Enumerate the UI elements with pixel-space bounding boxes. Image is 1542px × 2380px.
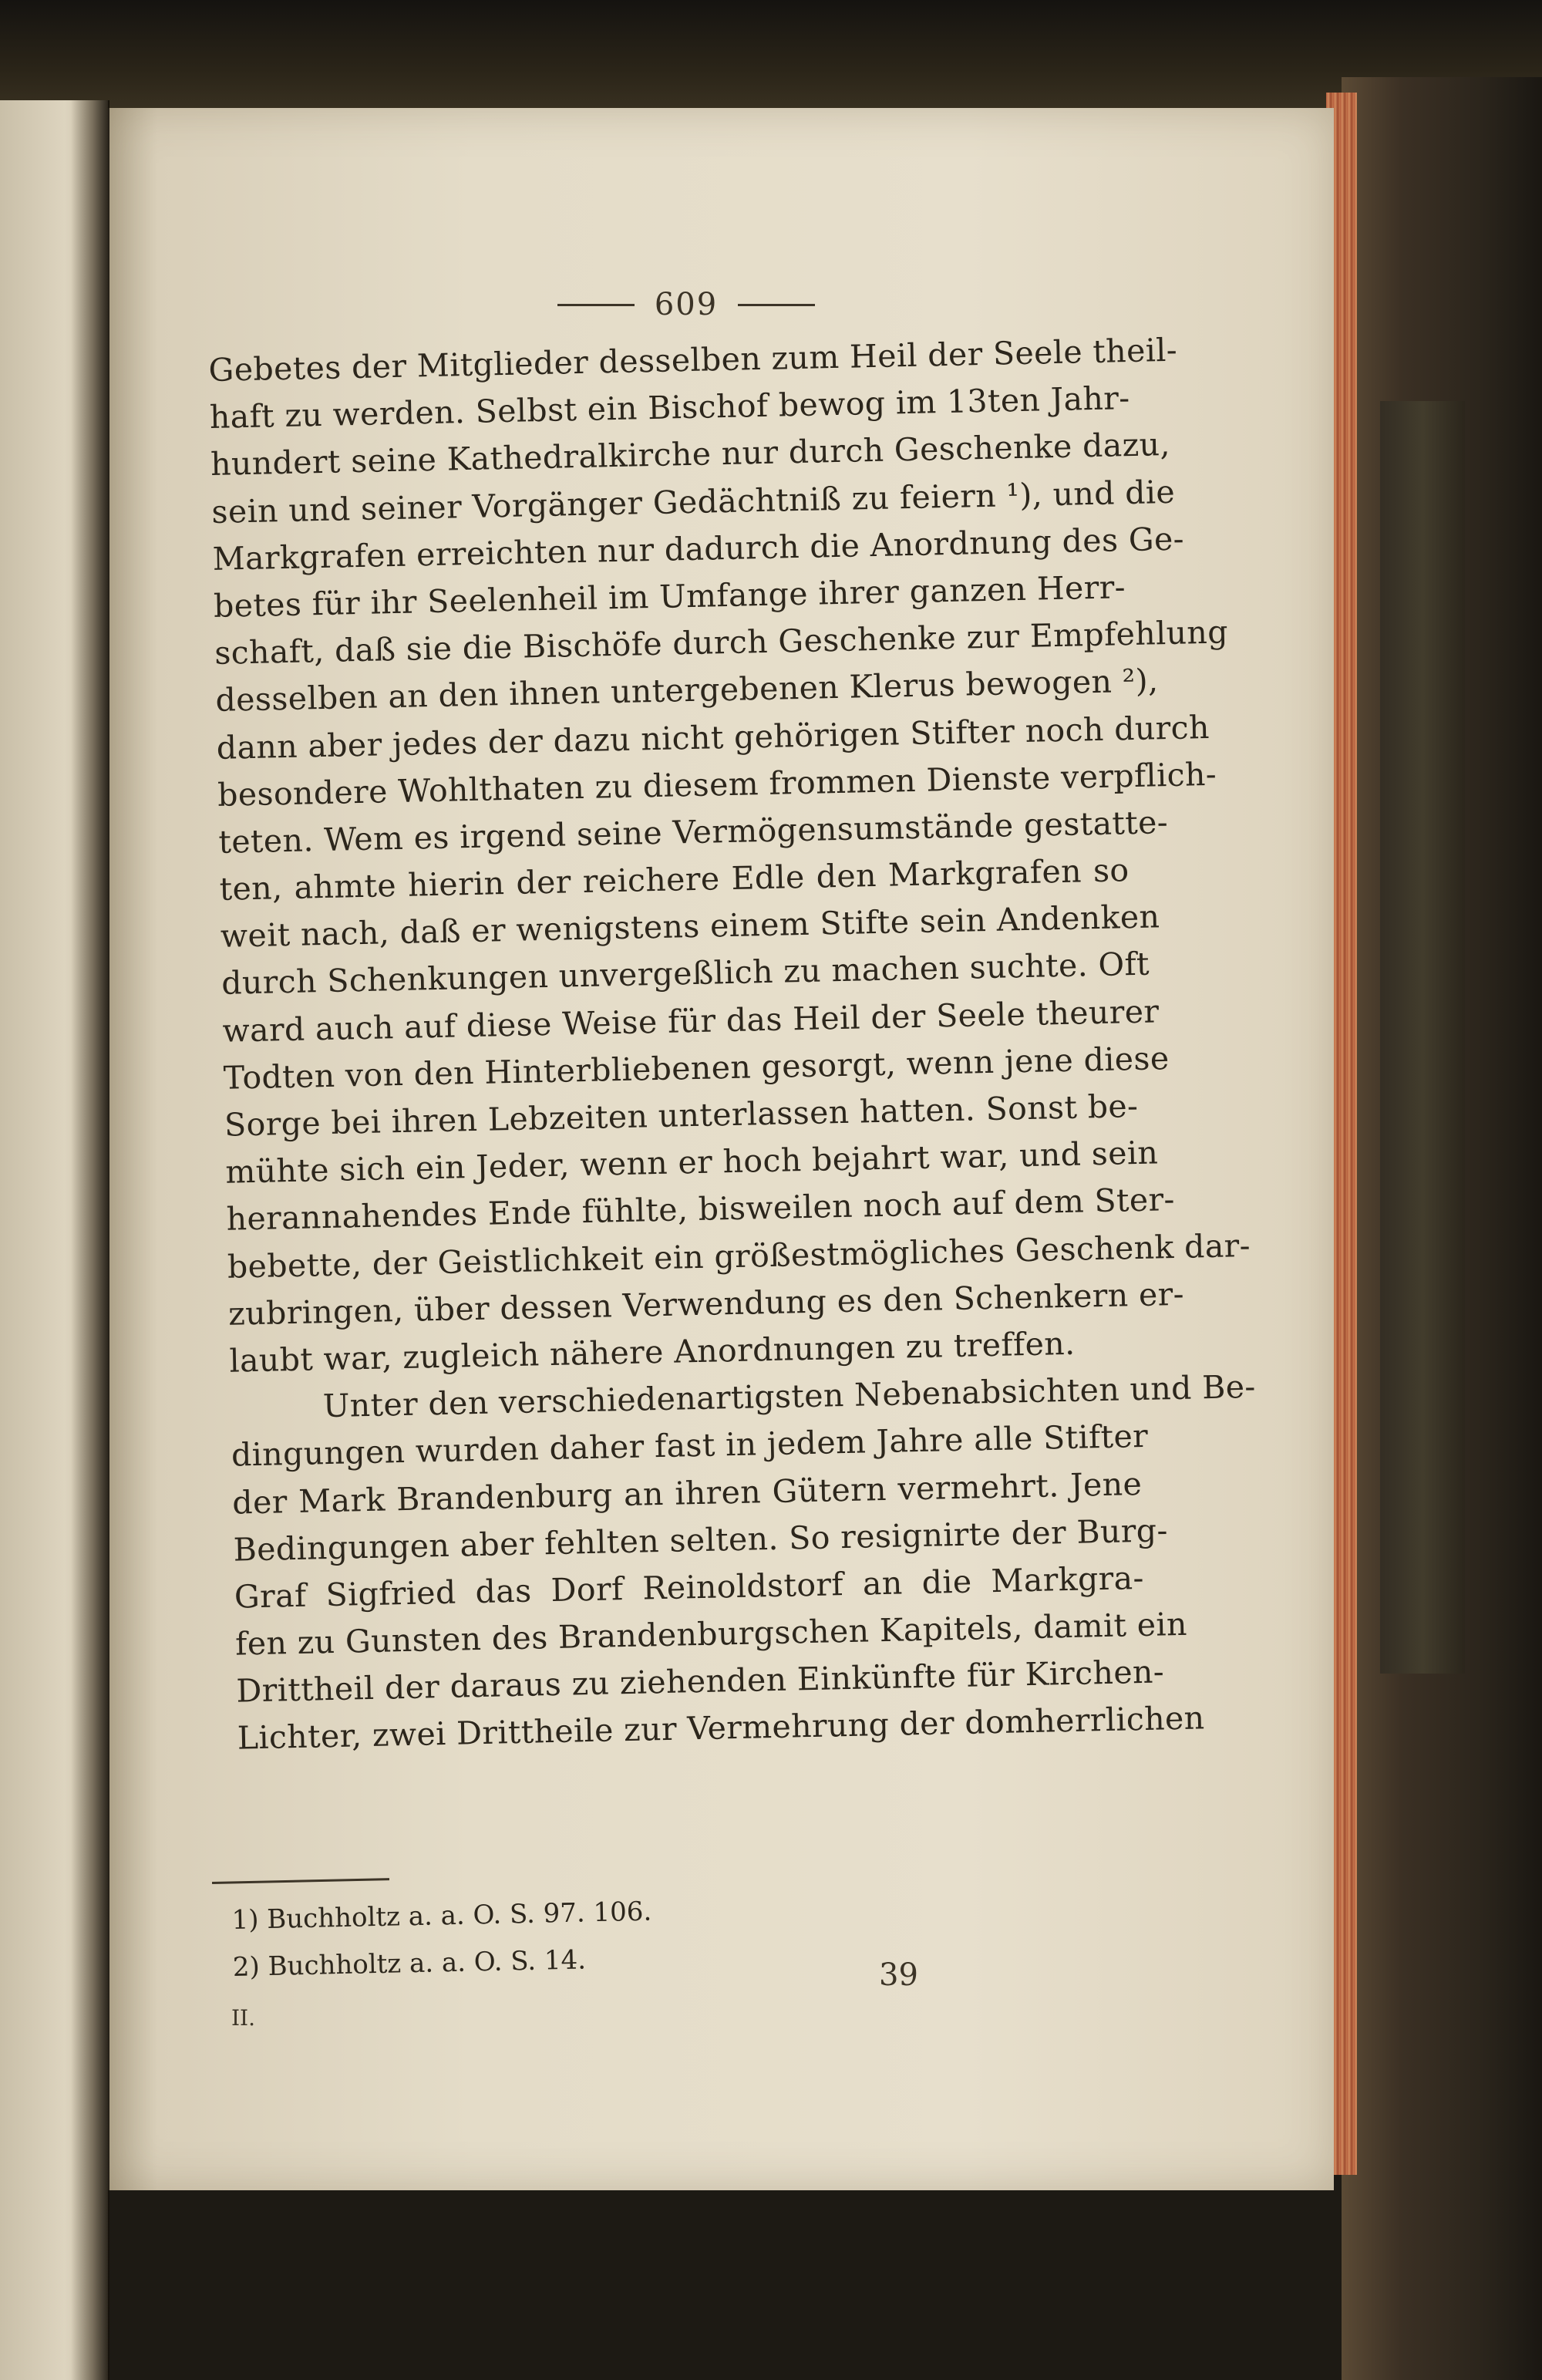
text-line: zubringen, über dessen Verwendung es den Schenkern er- [227, 1275, 1185, 1333]
cover-marbling [1380, 401, 1465, 1674]
volume-mark: II. [231, 2005, 256, 2031]
text-line: Markgrafen erreichten nur dadurch die Anordnung des Ge- [212, 520, 1185, 578]
text-line: weit nach, daß er wenigstens einem Stifte sein Andenken [220, 898, 1160, 956]
body-text [208, 328, 1257, 1762]
text-line: hundert seine Kathedralkirche nur durch Geschenke dazu, [210, 426, 1171, 484]
book-cover-top [0, 0, 1542, 116]
footnote: 2) Buchholtz a. a. O. S. 14. [232, 1944, 587, 1984]
footnote: 1) Buchholtz a. a. O. S. 97. 106. [231, 1896, 652, 1936]
text-line: dann aber jedes der dazu nicht gehörigen Stifter noch durch [216, 708, 1210, 767]
text-line: betes für ihr Seelenheil im Umfange ihrer ganzen Herr- [213, 568, 1126, 625]
text-line: ten, ahmte hierin der reichere Edle den Markgrafen so [219, 851, 1130, 908]
text-line: schaft, daß sie die Bischöfe durch Geschenke zur Empfehlung [214, 613, 1229, 673]
text-line: ward auch auf diese Weise für das Heil der Seele theurer [222, 992, 1160, 1050]
text-line: teten. Wem es irgend seine Vermögensumstände gestatte- [217, 803, 1169, 861]
page-number: 609 [654, 287, 719, 322]
text-line: bebette, der Geistlichkeit ein größestmögliches Geschenk dar- [227, 1226, 1251, 1286]
signature-mark: 39 [879, 1957, 918, 1993]
text-line: dingungen wurden daher fast in jedem Jahre alle Stifter [231, 1418, 1149, 1474]
running-head-dash-right [738, 304, 815, 306]
text-line: mühte sich ein Jeder, wenn er hoch bejahrt war, und sein [224, 1134, 1159, 1191]
text-line: desselben an den ihnen untergebenen Klerus bewogen ²), [215, 662, 1159, 720]
gutter-shadow [71, 100, 109, 2380]
running-head-dash-left [557, 304, 635, 306]
text-line: sein und seiner Vorgänger Gedächtniß zu feiern ¹), und die [210, 473, 1176, 531]
text-line: Sorge bei ihren Lebzeiten unterlassen hatten. Sonst be- [224, 1087, 1139, 1144]
text-line: Graf Sigfried das Dorf Reinoldstorf an die Markgra- [234, 1559, 1145, 1616]
text-line: Bedingungen aber fehlten selten. So resignirte der Burg- [233, 1511, 1169, 1569]
text-line: durch Schenkungen unvergeßlich zu machen suchte. Oft [221, 946, 1150, 1003]
text-line: der Mark Brandenburg an ihren Gütern vermehrt. Jene [231, 1465, 1143, 1522]
footnotes [231, 1884, 850, 1991]
running-head [532, 281, 840, 328]
text-line: Drittheil der daraus zu ziehenden Einkünfte für Kirchen- [236, 1653, 1165, 1710]
text-line: Gebetes der Mitglieder desselben zum Heil der Seele theil- [208, 331, 1178, 389]
text-line: herannahendes Ende fühlte, bisweilen noch auf dem Ster- [226, 1181, 1176, 1239]
text-line: laubt war, zugleich nähere Anordnungen zu treffen. [229, 1324, 1076, 1380]
text-line: Unter den verschiedenartigsten Nebenabsichten und Be- [322, 1367, 1257, 1425]
text-line: Lichter, zwei Drittheile zur Vermehrung der domherrlichen [237, 1699, 1205, 1758]
text-line: Todten von den Hinterbliebenen gesorgt, wenn jene diese [223, 1039, 1170, 1097]
text-line: haft zu werden. Selbst ein Bischof bewog im 13ten Jahr- [209, 379, 1130, 437]
text-line: fen zu Gunsten des Brandenburgschen Kapitels, damit ein [234, 1605, 1188, 1663]
text-line: besondere Wohlthaten zu diesem frommen Dienste verpflich- [217, 755, 1217, 814]
